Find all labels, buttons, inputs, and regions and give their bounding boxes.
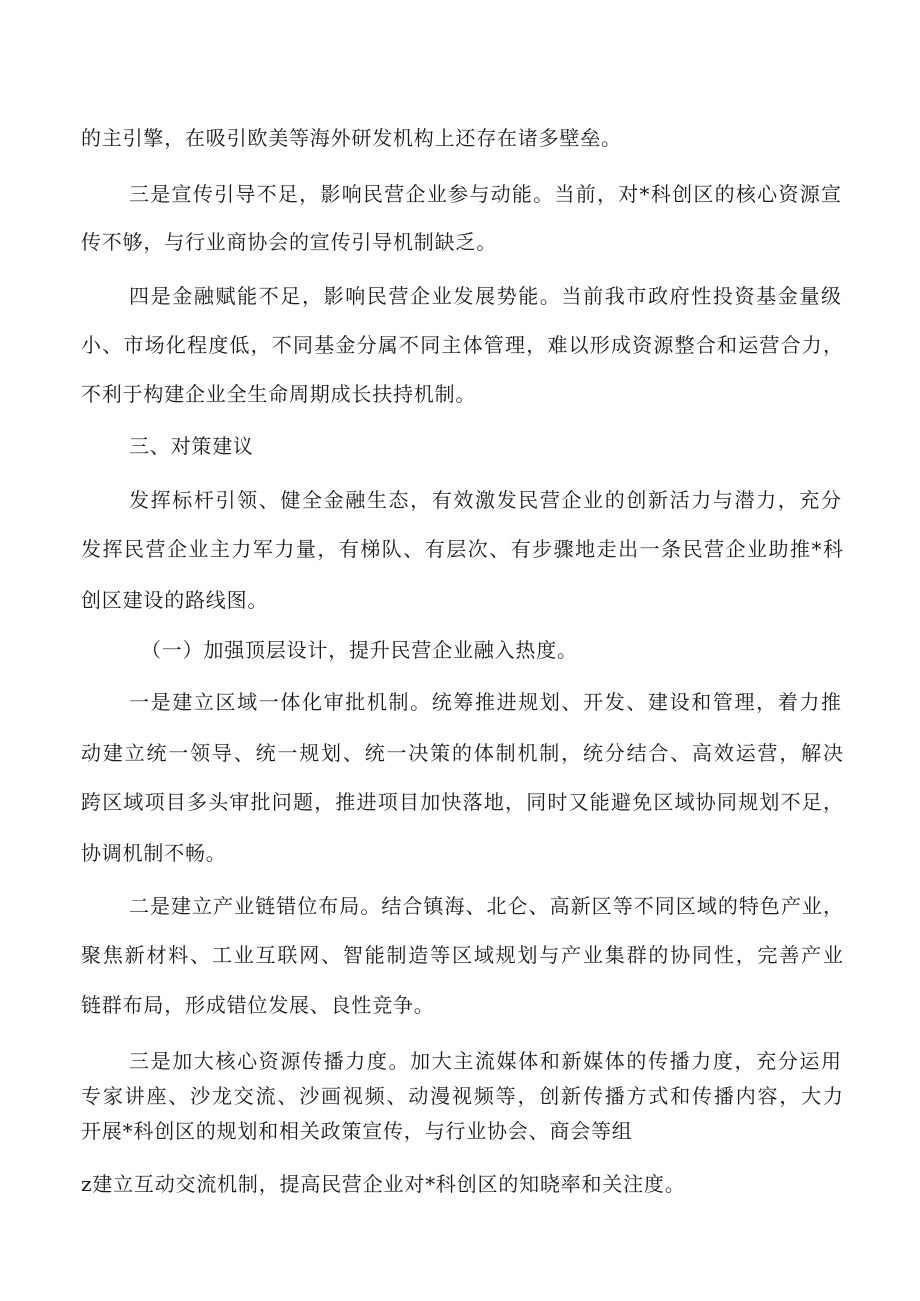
text-line-13: 动建立统一领导、统一规划、统一决策的体制机制，统分结合、高效运营，解决	[81, 741, 843, 765]
text-line-4: 四是金融赋能不足，影响民营企业发展势能。当前我市政府性投资基金量级	[129, 284, 841, 308]
text-line-6: 不利于构建企业全生命周期成长扶持机制。	[81, 382, 477, 406]
section-heading: 三、对策建议	[129, 434, 254, 458]
text-line-9: 发挥民营企业主力军力量，有梯队、有层次、有步骤地走出一条民营企业助推*科	[81, 537, 843, 561]
text-line-22: z建立互动交流机制，提高民营企业对*科创区的知晓率和关注度。	[81, 1172, 686, 1196]
text-line-8: 发挥标杆引领、健全金融生态，有效激发民营企业的创新活力与潜力，充分	[129, 488, 841, 512]
text-line-16: 二是建立产业链错位布局。结合镇海、北仑、高新区等不同区域的特色产业，	[129, 894, 843, 918]
text-line-17: 聚焦新材料、工业互联网、智能制造等区域规划与产业集群的协同性，完善产业	[81, 943, 843, 967]
text-line-12: 一是建立区域一体化审批机制。统筹推进规划、开发、建设和管理，着力推	[129, 690, 841, 714]
text-line-14: 跨区域项目多头审批问题，推进项目加快落地，同时又能避免区域协同规划不足，	[81, 790, 843, 814]
text-line-1: 的主引擎，在吸引欧美等海外研发机构上还存在诸多壁垒。	[81, 126, 622, 150]
text-line-18: 链群布局，形成错位发展、良性竞争。	[81, 993, 435, 1017]
subsection-heading: （一）加强顶层设计，提升民营企业融入热度。	[141, 638, 578, 662]
text-line-20: 专家讲座、沙龙交流、沙画视频、动漫视频等，创新传播方式和传播内容，大力	[81, 1084, 843, 1108]
text-line-2: 三是宣传引导不足，影响民营企业参与动能。当前，对*科创区的核心资源宣	[129, 182, 841, 206]
text-line-19: 三是加大核心资源传播力度。加大主流媒体和新媒体的传播力度，充分运用	[129, 1049, 841, 1073]
text-line-5: 小、市场化程度低，不同基金分属不同主体管理，难以形成资源整合和运营合力，	[81, 333, 843, 357]
text-line-15: 协调机制不畅。	[81, 841, 227, 865]
text-line-21: 开展*科创区的规划和相关政策宣传，与行业协会、商会等组	[81, 1119, 633, 1143]
text-line-3: 传不够，与行业商协会的宣传引导机制缺乏。	[81, 230, 497, 254]
text-line-10: 创区建设的路线图。	[81, 588, 269, 612]
